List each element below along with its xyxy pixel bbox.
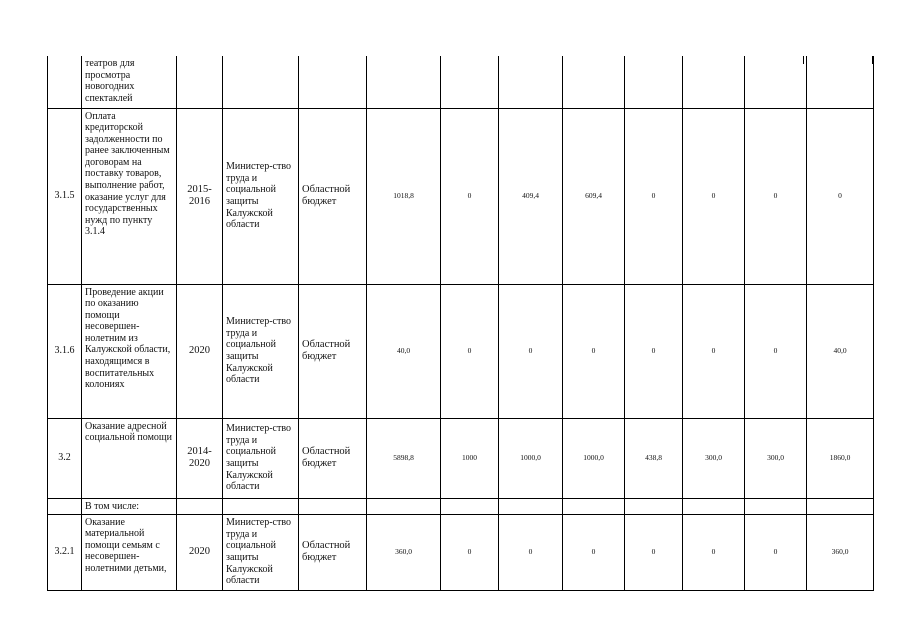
amount-cell: 1000,0 <box>563 418 625 498</box>
amount-cell: 0 <box>499 514 563 590</box>
amount-cell: 0 <box>499 284 563 418</box>
item-number-cell <box>48 56 82 108</box>
amount-cell: 0 <box>563 514 625 590</box>
item-number-cell: 3.2.1 <box>48 514 82 590</box>
item-number-cell: 3.1.5 <box>48 108 82 284</box>
activity-name-cell: Оплата кредиторской задолженности по ранее заключенным договорам на поставку товаров, выполнение работ, оказание услуг для государственных нужд по пункту 3.1.4 <box>82 108 177 284</box>
column-rule-fragment <box>872 56 873 64</box>
executor-cell: Министер-ство труда и социальной защиты Калужской области <box>223 418 299 498</box>
executor-cell: Министер-ство труда и социальной защиты Калужской области <box>223 284 299 418</box>
amount-cell <box>367 498 441 514</box>
program-activities-table <box>47 56 874 591</box>
table-row <box>48 498 874 514</box>
amount-cell: 0 <box>625 108 683 284</box>
period-cell <box>177 498 223 514</box>
amount-cell: 0 <box>807 108 874 284</box>
amount-cell: 0 <box>441 514 499 590</box>
amount-cell: 0 <box>745 514 807 590</box>
amount-cell <box>625 56 683 108</box>
amount-cell <box>807 56 874 108</box>
amount-cell <box>745 498 807 514</box>
executor-cell: Министер-ство труда и социальной защиты Калужской области <box>223 108 299 284</box>
document-page <box>47 56 873 592</box>
period-cell: 2015-2016 <box>177 108 223 284</box>
item-number-cell: 3.1.6 <box>48 284 82 418</box>
amount-cell: 0 <box>683 514 745 590</box>
executor-cell: Министер-ство труда и социальной защиты Калужской области <box>223 514 299 590</box>
executor-cell <box>223 56 299 108</box>
amount-cell: 0 <box>441 284 499 418</box>
table-row <box>48 418 874 498</box>
amount-cell: 438,8 <box>625 418 683 498</box>
amount-cell <box>441 56 499 108</box>
funding-source-cell: Областной бюджет <box>299 418 367 498</box>
funding-source-cell: Областной бюджет <box>299 284 367 418</box>
amount-cell <box>563 56 625 108</box>
amount-cell <box>499 56 563 108</box>
activity-name-cell: Оказание материальной помощи семьям с несовершен-нолетними детьми, <box>82 514 177 590</box>
amount-cell: 409,4 <box>499 108 563 284</box>
amount-cell <box>367 56 441 108</box>
amount-cell <box>441 498 499 514</box>
table-row <box>48 284 874 418</box>
amount-cell: 1018,8 <box>367 108 441 284</box>
executor-cell <box>223 498 299 514</box>
table-row <box>48 56 874 108</box>
activity-name-cell: Проведение акции по оказанию помощи несовершен-нолетним из Калужской области, находящимся в воспитательных колониях <box>82 284 177 418</box>
column-rule-fragment <box>803 56 804 64</box>
amount-cell: 1000 <box>441 418 499 498</box>
period-cell <box>177 56 223 108</box>
amount-cell <box>683 56 745 108</box>
amount-cell: 1000,0 <box>499 418 563 498</box>
item-number-cell <box>48 498 82 514</box>
amount-cell <box>807 498 874 514</box>
amount-cell: 0 <box>745 108 807 284</box>
funding-source-cell <box>299 56 367 108</box>
amount-cell: 0 <box>683 284 745 418</box>
amount-cell: 5898,8 <box>367 418 441 498</box>
amount-cell <box>563 498 625 514</box>
period-cell: 2020 <box>177 284 223 418</box>
funding-source-cell: Областной бюджет <box>299 514 367 590</box>
amount-cell <box>499 498 563 514</box>
amount-cell: 300,0 <box>745 418 807 498</box>
amount-cell: 360,0 <box>807 514 874 590</box>
amount-cell: 0 <box>745 284 807 418</box>
amount-cell: 40,0 <box>807 284 874 418</box>
period-cell: 2020 <box>177 514 223 590</box>
table-row <box>48 108 874 284</box>
amount-cell: 360,0 <box>367 514 441 590</box>
amount-cell <box>625 498 683 514</box>
amount-cell: 300,0 <box>683 418 745 498</box>
table-row <box>48 514 874 590</box>
amount-cell <box>745 56 807 108</box>
amount-cell: 0 <box>563 284 625 418</box>
amount-cell <box>683 498 745 514</box>
amount-cell: 40,0 <box>367 284 441 418</box>
activity-name-cell: Оказание адресной социальной помощи <box>82 418 177 498</box>
item-number-cell: 3.2 <box>48 418 82 498</box>
period-cell: 2014-2020 <box>177 418 223 498</box>
activity-name-cell: театров для просмотра новогодних спектаклей <box>82 56 177 108</box>
amount-cell: 0 <box>625 284 683 418</box>
amount-cell: 0 <box>441 108 499 284</box>
funding-source-cell <box>299 498 367 514</box>
amount-cell: 609,4 <box>563 108 625 284</box>
amount-cell: 0 <box>683 108 745 284</box>
amount-cell: 1860,0 <box>807 418 874 498</box>
funding-source-cell: Областной бюджет <box>299 108 367 284</box>
amount-cell: 0 <box>625 514 683 590</box>
activity-name-cell: В том числе: <box>82 498 177 514</box>
